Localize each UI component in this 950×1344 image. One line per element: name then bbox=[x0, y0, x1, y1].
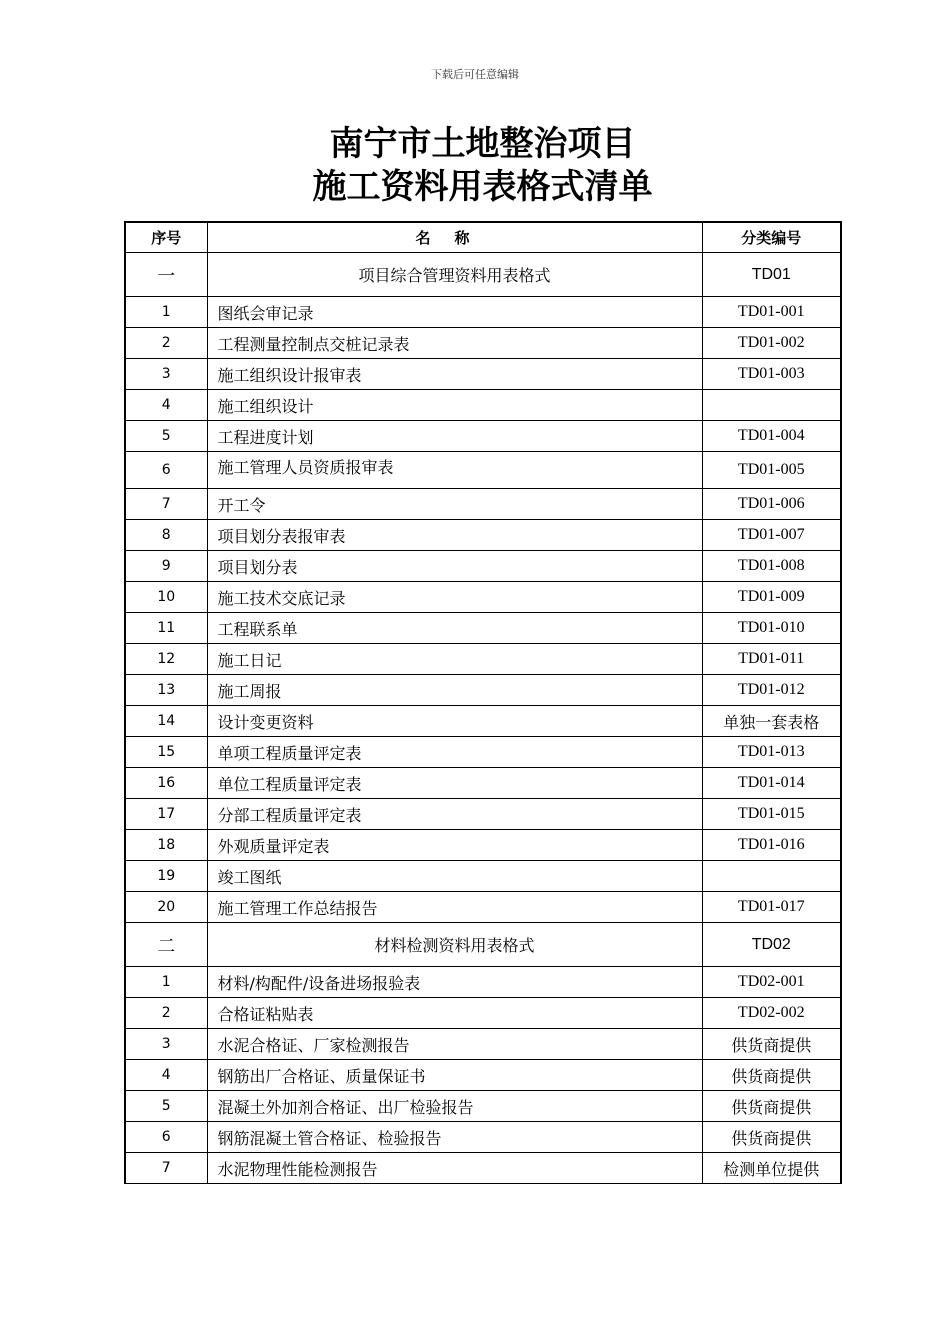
header-code: 分类编号 bbox=[702, 222, 841, 253]
row-name: 图纸会审记录 bbox=[207, 297, 702, 328]
table-row bbox=[125, 998, 841, 1029]
row-num: 16 bbox=[125, 768, 207, 799]
row-name: 钢筋出厂合格证、质量保证书 bbox=[207, 1060, 702, 1091]
row-code: TD01-009 bbox=[702, 582, 841, 613]
table-row bbox=[125, 297, 841, 328]
row-name: 设计变更资料 bbox=[207, 706, 702, 737]
row-num: 13 bbox=[125, 675, 207, 706]
header-name: 名称 bbox=[207, 222, 702, 253]
row-name: 施工管理人员资质报审表 bbox=[207, 452, 702, 489]
table-row bbox=[125, 452, 841, 489]
row-num: 17 bbox=[125, 799, 207, 830]
row-name: 施工技术交底记录 bbox=[207, 582, 702, 613]
row-code: 检测单位提供 bbox=[702, 1153, 841, 1184]
table-row bbox=[125, 706, 841, 737]
table-header-row bbox=[125, 222, 841, 253]
row-num: 9 bbox=[125, 551, 207, 582]
table-row bbox=[125, 644, 841, 675]
row-code: TD01-017 bbox=[702, 892, 841, 923]
row-code: TD01-013 bbox=[702, 737, 841, 768]
row-code: TD01-016 bbox=[702, 830, 841, 861]
row-code: 供货商提供 bbox=[702, 1122, 841, 1153]
row-num: 2 bbox=[125, 998, 207, 1029]
table-row bbox=[125, 768, 841, 799]
row-name: 材料/构配件/设备进场报验表 bbox=[207, 967, 702, 998]
table-row bbox=[125, 390, 841, 421]
row-code bbox=[702, 861, 841, 892]
row-code: 单独一套表格 bbox=[702, 706, 841, 737]
row-name: 竣工图纸 bbox=[207, 861, 702, 892]
row-name: 工程测量控制点交桩记录表 bbox=[207, 328, 702, 359]
row-num: 10 bbox=[125, 582, 207, 613]
row-num: 1 bbox=[125, 297, 207, 328]
row-name: 混凝土外加剂合格证、出厂检验报告 bbox=[207, 1091, 702, 1122]
row-num: 5 bbox=[125, 1091, 207, 1122]
row-num: 12 bbox=[125, 644, 207, 675]
row-name: 合格证粘贴表 bbox=[207, 998, 702, 1029]
row-name: 施工日记 bbox=[207, 644, 702, 675]
row-code: TD01-012 bbox=[702, 675, 841, 706]
document-title-line1: 南宁市土地整治项目 bbox=[329, 124, 636, 164]
row-num: 6 bbox=[125, 1122, 207, 1153]
table-row bbox=[125, 1060, 841, 1091]
header-num: 序号 bbox=[125, 222, 207, 253]
row-code: TD02-002 bbox=[702, 998, 841, 1029]
row-name: 外观质量评定表 bbox=[207, 830, 702, 861]
table-row bbox=[125, 799, 841, 830]
row-num: 3 bbox=[125, 1029, 207, 1060]
row-code: TD01-007 bbox=[702, 520, 841, 551]
section-num: 二 bbox=[125, 923, 207, 967]
table-row bbox=[125, 489, 841, 520]
row-code: TD02-001 bbox=[702, 967, 841, 998]
row-code: TD01-010 bbox=[702, 613, 841, 644]
table-row bbox=[125, 892, 841, 923]
row-name: 项目划分表报审表 bbox=[207, 520, 702, 551]
row-num: 14 bbox=[125, 706, 207, 737]
row-num: 1 bbox=[125, 967, 207, 998]
table-row bbox=[125, 1029, 841, 1060]
table-row bbox=[125, 830, 841, 861]
row-num: 11 bbox=[125, 613, 207, 644]
section-code: TD02 bbox=[702, 923, 841, 967]
table-row bbox=[125, 1122, 841, 1153]
table-row bbox=[125, 359, 841, 390]
row-code: TD01-001 bbox=[702, 297, 841, 328]
table-row bbox=[125, 737, 841, 768]
table-row bbox=[125, 328, 841, 359]
section-name: 项目综合管理资料用表格式 bbox=[207, 253, 702, 297]
row-num: 2 bbox=[125, 328, 207, 359]
row-code: 供货商提供 bbox=[702, 1029, 841, 1060]
row-code: TD01-003 bbox=[702, 359, 841, 390]
header-note: 下载后可任意编辑 bbox=[431, 68, 519, 81]
row-num: 6 bbox=[125, 452, 207, 489]
row-num: 7 bbox=[125, 489, 207, 520]
row-code: TD01-015 bbox=[702, 799, 841, 830]
row-num: 19 bbox=[125, 861, 207, 892]
row-code: TD01-008 bbox=[702, 551, 841, 582]
section-code: TD01 bbox=[702, 253, 841, 297]
row-code: TD01-005 bbox=[702, 452, 841, 489]
table-row bbox=[125, 421, 841, 452]
section-num: 一 bbox=[125, 253, 207, 297]
row-code: TD01-006 bbox=[702, 489, 841, 520]
form-list-table bbox=[124, 221, 842, 1184]
row-name: 分部工程质量评定表 bbox=[207, 799, 702, 830]
row-name: 项目划分表 bbox=[207, 551, 702, 582]
row-name: 施工管理工作总结报告 bbox=[207, 892, 702, 923]
document-title-line2: 施工资料用表格式清单 bbox=[312, 167, 653, 207]
row-num: 15 bbox=[125, 737, 207, 768]
table-row bbox=[125, 551, 841, 582]
row-name: 施工组织设计 bbox=[207, 390, 702, 421]
row-name: 施工组织设计报审表 bbox=[207, 359, 702, 390]
section-row bbox=[125, 923, 841, 967]
section-row bbox=[125, 253, 841, 297]
section-name: 材料检测资料用表格式 bbox=[207, 923, 702, 967]
row-code: TD01-011 bbox=[702, 644, 841, 675]
row-name: 工程联系单 bbox=[207, 613, 702, 644]
row-code: TD01-014 bbox=[702, 768, 841, 799]
row-num: 4 bbox=[125, 1060, 207, 1091]
table-row bbox=[125, 675, 841, 706]
row-name: 开工令 bbox=[207, 489, 702, 520]
row-num: 3 bbox=[125, 359, 207, 390]
table-row bbox=[125, 861, 841, 892]
table-row bbox=[125, 582, 841, 613]
table-row bbox=[125, 1153, 841, 1184]
row-code: 供货商提供 bbox=[702, 1060, 841, 1091]
table-row bbox=[125, 613, 841, 644]
row-num: 5 bbox=[125, 421, 207, 452]
row-code: 供货商提供 bbox=[702, 1091, 841, 1122]
table-row bbox=[125, 1091, 841, 1122]
row-name: 水泥合格证、厂家检测报告 bbox=[207, 1029, 702, 1060]
row-num: 4 bbox=[125, 390, 207, 421]
row-code: TD01-002 bbox=[702, 328, 841, 359]
row-num: 7 bbox=[125, 1153, 207, 1184]
row-name: 单项工程质量评定表 bbox=[207, 737, 702, 768]
row-num: 8 bbox=[125, 520, 207, 551]
row-name: 水泥物理性能检测报告 bbox=[207, 1153, 702, 1184]
row-name: 工程进度计划 bbox=[207, 421, 702, 452]
row-name: 施工周报 bbox=[207, 675, 702, 706]
table-row bbox=[125, 967, 841, 998]
row-code bbox=[702, 390, 841, 421]
row-name: 钢筋混凝土管合格证、检验报告 bbox=[207, 1122, 702, 1153]
row-num: 18 bbox=[125, 830, 207, 861]
row-num: 20 bbox=[125, 892, 207, 923]
table-row bbox=[125, 520, 841, 551]
row-name: 单位工程质量评定表 bbox=[207, 768, 702, 799]
row-code: TD01-004 bbox=[702, 421, 841, 452]
